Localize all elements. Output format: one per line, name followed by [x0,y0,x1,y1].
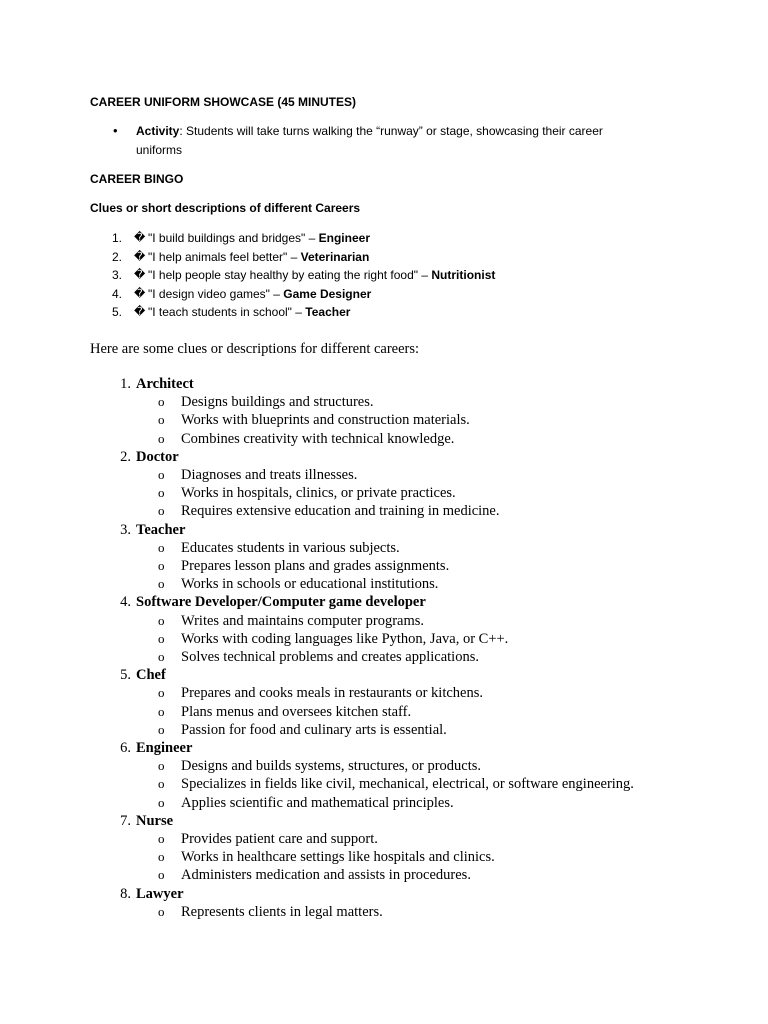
career-title: Engineer [136,740,193,756]
activity-text: : Students will take turns walking the “runway” or stage, showcasing their career [179,124,603,138]
clue-number: 5. [112,305,123,319]
clue-text [148,287,371,301]
clue-text [148,231,370,245]
career-detail: Writes and maintains computer programs. [181,612,425,629]
sub-bullet-icon: o [158,630,165,646]
sub-bullet-icon: o [158,703,165,719]
career-detail: Applies scientific and mathematical principles. [181,794,454,811]
clue-number: 3. [112,268,123,282]
clue-quote: "I design video games" – [148,286,284,301]
clue-text [148,250,369,264]
career-title: Nurse [136,812,174,829]
career-title: Architect [136,376,194,392]
career-detail: Passion for food and culinary arts is essential. [181,721,447,738]
career-number: 3. [120,521,131,538]
career-title: Lawyer [136,885,184,902]
activity-line-2: uniforms [136,143,183,157]
clue-answer: Veterinarian [300,249,370,264]
showcase-heading: CAREER UNIFORM SHOWCASE (45 MINUTES) [90,95,357,109]
missing-glyph-icon: � [134,305,146,318]
career-number: 8. [120,885,131,902]
clue-answer: Game Designer [283,286,372,301]
career-detail: Plans menus and oversees kitchen staff. [181,703,412,720]
clue-quote: "I help animals feel better" – [148,249,301,264]
clue-answer: Teacher [305,305,351,319]
sub-bullet-icon: o [158,867,165,883]
clue-quote: "I teach students in school" – [148,305,306,319]
clue-number: 1. [112,231,123,245]
sub-bullet-icon: o [158,849,165,865]
clue-text [148,305,350,319]
clue-number: 2. [112,249,123,264]
career-detail: Prepares lesson plans and grades assignments. [181,558,450,574]
clue-quote: "I build buildings and bridges" – [148,231,319,245]
sub-bullet-icon: o [158,794,165,810]
career-number: 4. [120,594,131,611]
career-number: 7. [120,812,131,829]
career-detail: Provides patient care and support. [181,831,378,847]
sub-bullet-icon: o [158,649,165,664]
activity-line-1 [136,124,603,138]
career-number: 5. [120,667,131,684]
career-number: 1. [120,376,131,392]
career-detail: Diagnoses and treats illnesses. [181,467,358,483]
sub-bullet-icon: o [158,430,165,446]
career-detail: Represents clients in legal matters. [181,903,383,920]
career-detail: Prepares and cooks meals in restaurants or kitchens. [181,685,483,702]
clue-answer: Nutritionist [431,268,496,282]
sub-bullet-icon: o [158,758,165,774]
sub-bullet-icon: o [158,685,165,701]
sub-bullet-icon: o [158,721,165,737]
career-detail: Works in schools or educational institutions. [181,576,439,593]
sub-bullet-icon: o [158,558,165,573]
sub-bullet-icon: o [158,576,165,592]
career-title: Software Developer/Computer game developer [136,594,426,611]
career-detail: Combines creativity with technical knowledge. [181,430,455,447]
sub-bullet-icon: o [158,412,165,428]
clue-number: 4. [112,286,123,301]
sub-bullet-icon: o [158,776,165,792]
activity-label: Activity [136,124,180,138]
bingo-heading: CAREER BINGO [90,172,184,186]
career-number: 6. [120,740,131,756]
sub-bullet-icon: o [158,903,165,919]
career-detail: Works with blueprints and construction materials. [181,412,470,429]
missing-glyph-icon: � [134,286,146,300]
clue-text [148,268,495,282]
career-detail: Designs and builds systems, structures, or products. [181,758,482,775]
bingo-subheading: Clues or short descriptions of different Careers [90,201,361,215]
sub-bullet-icon: o [158,612,165,628]
career-detail: Works in hospitals, clinics, or private practices. [181,485,456,502]
career-detail: Works in healthcare settings like hospitals and clinics. [181,849,495,866]
sub-bullet-icon: o [158,503,165,519]
clue-quote: "I help people stay healthy by eating the right food" – [148,268,432,282]
sub-bullet-icon: o [158,485,165,501]
sub-bullet-icon: o [158,467,165,482]
sub-bullet-icon: o [158,539,165,555]
career-detail: Designs buildings and structures. [181,394,374,411]
clue-answer: Engineer [318,231,370,245]
career-detail: Requires extensive education and training in medicine. [181,503,500,520]
career-title: Doctor [136,448,179,465]
career-title: Chef [136,667,166,684]
bullet-icon: • [113,123,118,138]
missing-glyph-icon: � [134,231,146,244]
missing-glyph-icon: � [134,268,146,281]
careers-intro: Here are some clues or descriptions for different careers: [90,341,420,357]
sub-bullet-icon: o [158,394,165,410]
career-detail: Specializes in fields like civil, mechanical, electrical, or software engineering. [181,776,634,793]
career-title: Teacher [136,521,186,538]
career-detail: Administers medication and assists in procedures. [181,867,471,884]
career-number: 2. [120,448,131,465]
career-detail: Educates students in various subjects. [181,539,400,556]
career-detail: Solves technical problems and creates applications. [181,649,479,665]
sub-bullet-icon: o [158,831,165,846]
career-detail: Works with coding languages like Python, Java, or C++. [181,630,509,647]
missing-glyph-icon: � [134,249,146,263]
